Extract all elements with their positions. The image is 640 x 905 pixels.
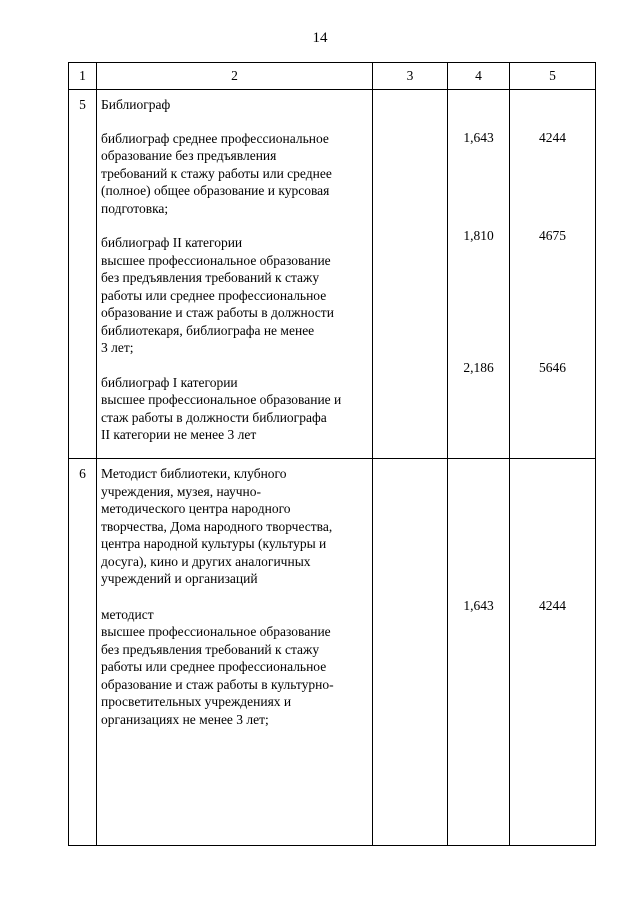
- position-item: методист высшее профессиональное образование без предъявления требований к стажу работы или среднее профессиональное образование и стаж работы в культурно- просветительных учреждениях и организациях не менее 3 лет;: [101, 606, 334, 727]
- table-row: [69, 90, 596, 459]
- position-title: Библиограф: [101, 97, 171, 112]
- salary-value: 4244: [539, 130, 566, 145]
- coefficient-value: 1,810: [463, 227, 494, 243]
- position-description: [97, 90, 373, 459]
- salary-cell: [510, 90, 596, 459]
- row-number: 5: [69, 90, 97, 459]
- position-title: Методист библиотеки, клубного учреждения, музея, научно- методического центра народного творчества, Дома народного творчества, центра народной культуры (культуры и досуга), кино и других аналогичных учреждений и организаций: [101, 466, 333, 586]
- salary-value: 4244: [539, 598, 566, 613]
- column-3-cell: [373, 459, 448, 846]
- salary-table: [68, 62, 596, 846]
- coefficient-value: 1,643: [463, 598, 494, 613]
- header-cell-4: 4: [448, 63, 510, 90]
- salary-cell: [510, 459, 596, 846]
- salary-value: 4675: [539, 227, 566, 243]
- row-number: 6: [69, 459, 97, 846]
- header-cell-3: 3: [373, 63, 448, 90]
- header-cell-1: 1: [69, 63, 97, 90]
- column-3-cell: [373, 90, 448, 459]
- position-item: библиограф I категории высшее профессиональное образование и стаж работы в должности библиографа II категории не менее 3 лет: [101, 374, 342, 442]
- header-cell-5: 5: [510, 63, 596, 90]
- coefficient-value: 1,643: [463, 130, 494, 145]
- position-item: библиограф среднее профессиональное образование без предъявления требований к стажу работы или среднее (полное) общее образование и курсовая подготовка;: [101, 130, 332, 216]
- position-item: библиограф II категории высшее профессиональное образование без предъявления требований к стажу работы или среднее профессиональное образование и стаж работы в должности библиотекаря, библиографа не менее 3 лет;: [101, 235, 334, 355]
- page-number: 14: [312, 30, 328, 46]
- coefficient-value: 2,186: [463, 360, 494, 375]
- salary-value: 5646: [539, 360, 566, 375]
- table-header-row: [69, 63, 596, 90]
- position-description: [97, 459, 373, 846]
- table-row: [69, 459, 596, 846]
- coefficient-cell: [448, 90, 510, 459]
- header-cell-2: 2: [97, 63, 373, 90]
- coefficient-cell: [448, 459, 510, 846]
